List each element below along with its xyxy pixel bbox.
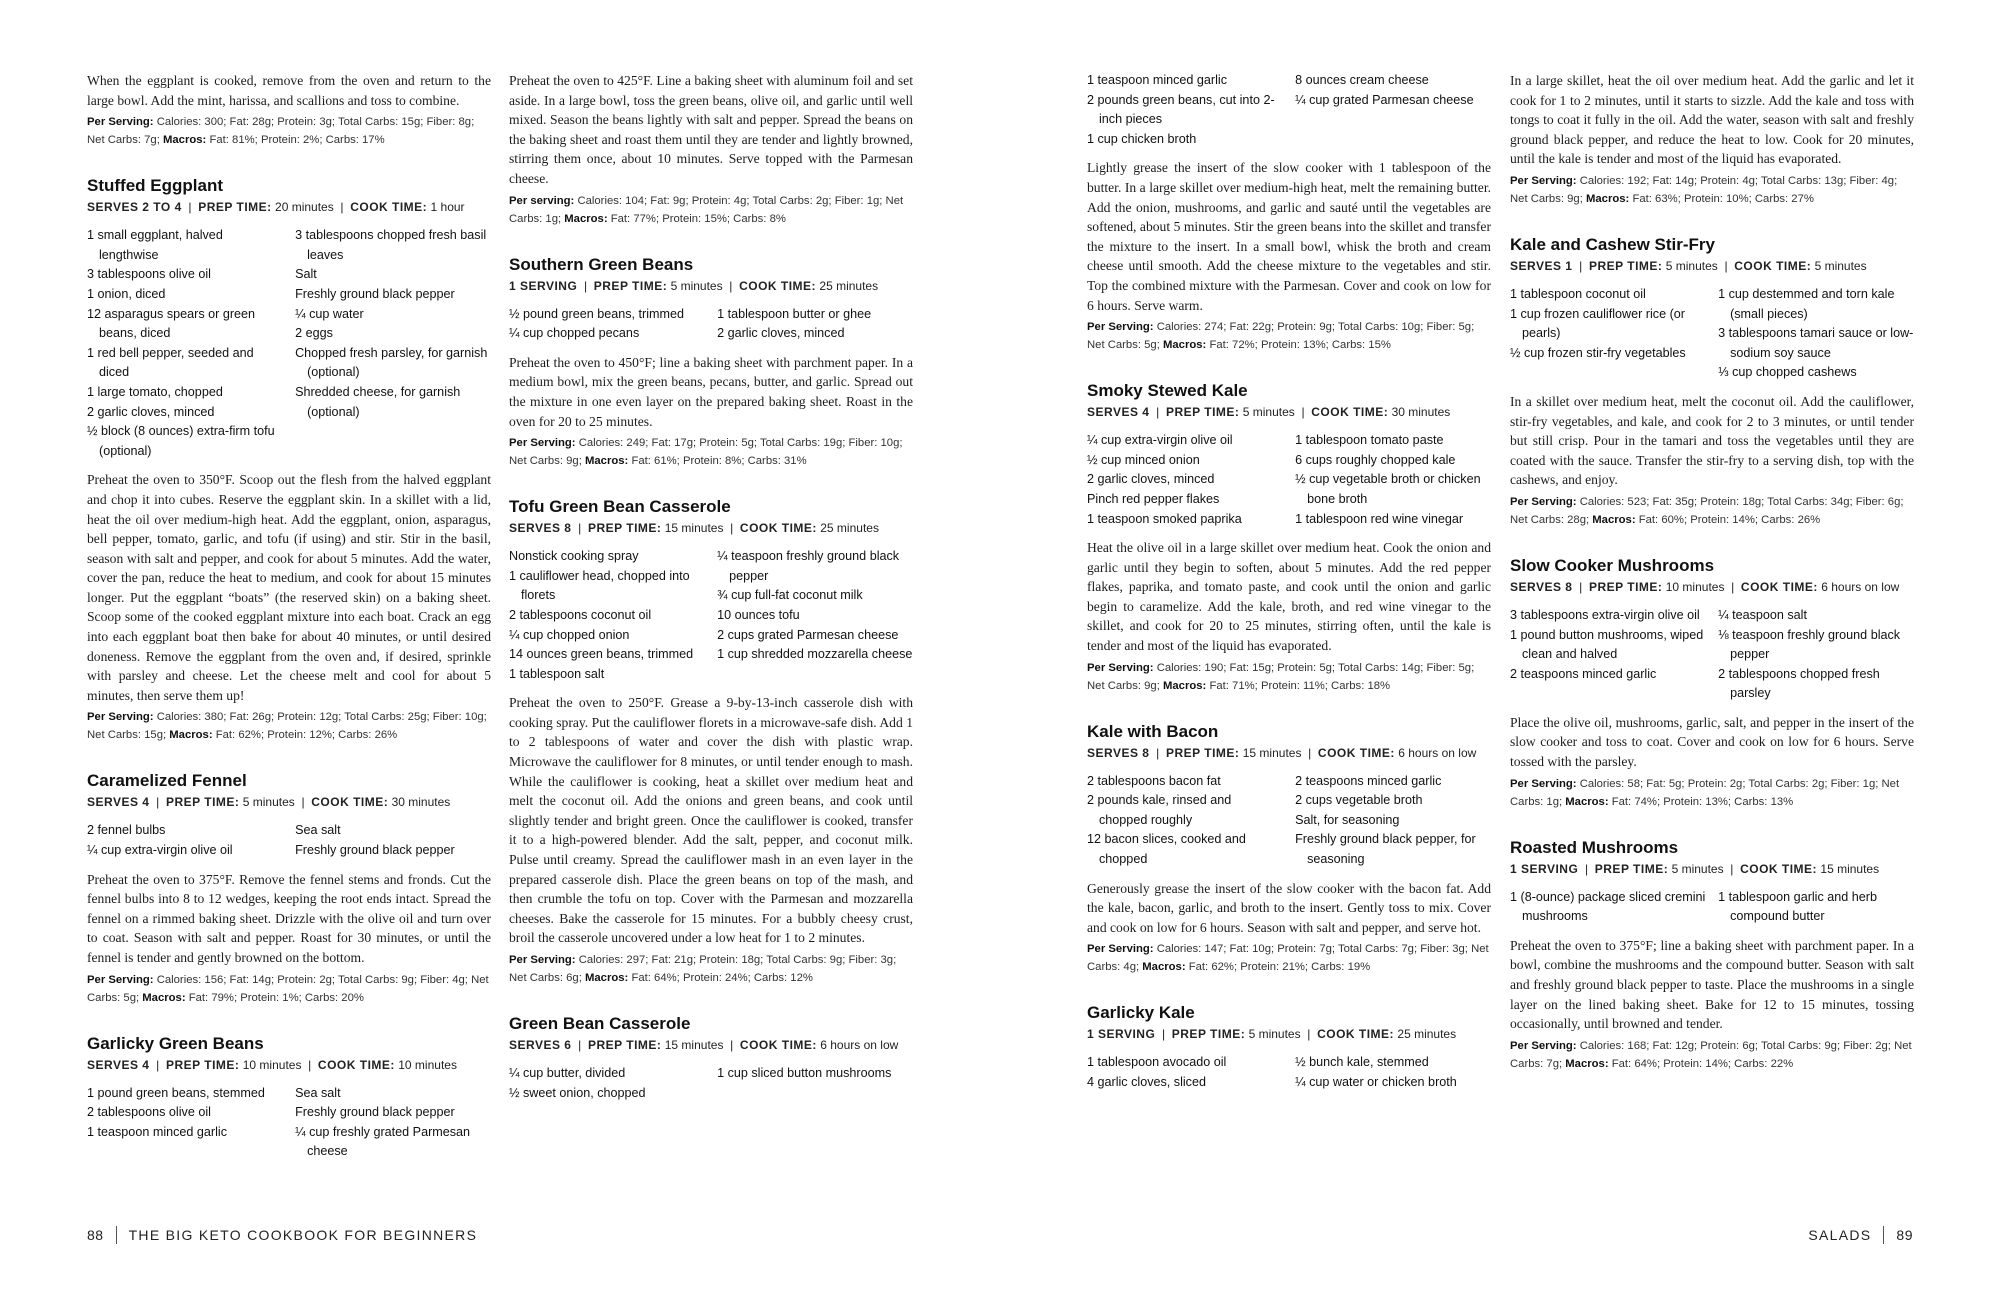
ingredients-southern-green-beans [509, 305, 913, 344]
ingredient-list [717, 1064, 913, 1103]
eggplant-salad-nutrition: Per Serving: Calories: 300; Fat: 28g; Protein: 3g; Total Carbs: 15g; Fiber: 8g; Net Carbs: 7g; Macros: Fat: 81%; Protein: 2%; Carbs: 17% [87, 116, 475, 147]
ingredient-item: 1 tablespoon avocado oil [1087, 1055, 1227, 1070]
nutrition-green-bean-casserole: Per Serving: Calories: 274; Fat: 22g; Protein: 9g; Total Carbs: 10g; Fiber: 5g; Net Carbs: 5g; Macros: Fat: 72%; Protein: 13%; Carbs: 15% [1087, 321, 1475, 352]
recipe-title-southern-green-beans: Southern Green Beans [509, 254, 694, 274]
ingredient-item: 1 large tomato, chopped [87, 384, 223, 399]
recipe-title-garlicky-green-beans: Garlicky Green Beans [87, 1033, 264, 1053]
right-page-footer [1808, 1226, 1913, 1244]
ingredient-item: 1 tablespoon garlic and herb compound butter [1718, 889, 1877, 924]
ingredient-item: 1 tablespoon salt [509, 666, 605, 681]
method-green-bean-casserole: Lightly grease the insert of the slow cooker with 1 tablespoon of the butter. In a large skillet over medium-high heat, melt the remaining butter. Add the onion, mushrooms, and garlic and sauté until the vegetables are softened, about 5 minutes. Stir the green beans into the skillet and transfer the mixture to the insert. In a small bowl, whisk the broth and cream cheese until smooth. Add the cheese mixture to the vegetables and stir. Top the combined mixture with the Parmesan. Cover and cook on low for 6 hours. Serve warm. [1087, 160, 1491, 313]
ingredient-item: ⅓ cup chopped cashews [1718, 365, 1857, 380]
ingredient-list [1087, 1053, 1283, 1092]
ingredient-item: ¼ cup extra-virgin olive oil [1087, 433, 1233, 448]
right-page [1000, 0, 2000, 1294]
ingredient-item: ¼ cup extra-virgin olive oil [87, 843, 233, 858]
recipe-meta-tofu-green-bean-casserole: SERVES 8 | PREP TIME: 15 minutes | COOK TIME: 25 minutes [509, 521, 879, 536]
ingredient-item: ¼ cup chopped onion [509, 627, 630, 642]
ingredient-list [509, 1064, 705, 1103]
ingredient-list [717, 547, 913, 684]
recipe-meta-garlicky-kale: 1 SERVING | PREP TIME: 5 minutes | COOK TIME: 25 minutes [1087, 1027, 1457, 1042]
ingredient-item: 1 small eggplant, halved lengthwise [87, 228, 223, 262]
ingredient-list [509, 547, 705, 684]
method-smoky-stewed-kale: Heat the olive oil in a large skillet over medium heat. Cook the onion and garlic until they begin to soften, about 5 minutes. Add the red pepper flakes, paprika, and tomato paste, and cook until the onion and garlic begin to caramelize. Add the kale, broth, and red wine vinegar to the skillet, and cook for 20 to 25 minutes, stirring often, until the kale is tender and most of the liquid has evaporated. [1087, 540, 1491, 654]
ingredient-item: Freshly ground black pepper [295, 1105, 455, 1120]
ingredient-item: 2 tablespoons olive oil [87, 1105, 211, 1120]
method-garlicky-green-beans: Preheat the oven to 425°F. Line a baking sheet with aluminum foil and set aside. In a large bowl, toss the green beans, olive oil, and garlic until well mixed. Season the beans lightly with salt and pepper. Spread the beans on the baking sheet and roast them until they are tender and lightly browned, stirring them once, about 10 minutes. Serve topped with the Parmesan cheese. [509, 73, 913, 186]
recipe-title-smoky-stewed-kale: Smoky Stewed Kale [1087, 381, 1248, 401]
ingredient-item: 6 cups roughly chopped kale [1295, 452, 1456, 467]
ingredient-item: Salt [295, 267, 317, 282]
ingredient-item: 1 onion, diced [87, 286, 166, 301]
ingredient-list [295, 821, 491, 860]
ingredients-green-bean-casserole [509, 1064, 913, 1103]
ingredient-list [1718, 606, 1914, 704]
ingredient-item: ¼ cup water [295, 306, 364, 321]
method-southern-green-beans: Preheat the oven to 450°F; line a baking sheet with parchment paper. In a medium bowl, mix the green beans, pecans, butter, and garlic. Spread out the mixture in one even layer on the prepared baking sheet. Roast in the oven for 20 to 25 minutes. [509, 354, 913, 429]
ingredient-item: Freshly ground black pepper [295, 286, 455, 301]
ingredients-kale-and-cashew-stir-fry [1510, 285, 1914, 383]
ingredients-slow-cooker-mushrooms [1510, 606, 1914, 704]
ingredient-item: ¼ cup chopped pecans [509, 326, 640, 341]
ingredient-item: 1 (8-ounce) package sliced cremini mushrooms [1510, 889, 1706, 924]
ingredient-item: 2 garlic cloves, minced [87, 404, 215, 419]
recipe-meta-caramelized-fennel: SERVES 4 | PREP TIME: 5 minutes | COOK TIME: 30 minutes [87, 795, 451, 810]
ingredient-list [1295, 1053, 1491, 1092]
right-page-column-1 [1087, 71, 1491, 1102]
ingredient-item: 1 tablespoon butter or ghee [717, 306, 872, 321]
ingredient-item: 1 tablespoon red wine vinegar [1295, 511, 1464, 526]
ingredient-item: 1 pound green beans, stemmed [87, 1085, 265, 1100]
ingredient-item: 2 cups vegetable broth [1295, 793, 1423, 808]
recipe-meta-slow-cooker-mushrooms: SERVES 8 | PREP TIME: 10 minutes | COOK TIME: 6 hours on low [1510, 579, 1900, 594]
recipe-title-tofu-green-bean-casserole: Tofu Green Bean Casserole [509, 497, 731, 517]
ingredient-item: 2 garlic cloves, minced [717, 326, 845, 341]
ingredient-item: Chopped fresh parsley, for garnish (optional) [295, 345, 488, 380]
ingredient-item: Salt, for seasoning [1295, 812, 1400, 827]
ingredient-item: 2 garlic cloves, minced [1087, 472, 1215, 487]
nutrition-southern-green-beans: Per Serving: Calories: 249; Fat: 17g; Protein: 5g; Total Carbs: 19g; Fiber: 10g; Net Carbs: 9g; Macros: Fat: 61%; Protein: 8%; Carbs: 31% [509, 437, 903, 468]
ingredient-item: 4 garlic cloves, sliced [1087, 1075, 1206, 1089]
ingredient-list [1087, 772, 1283, 870]
method-kale-with-bacon: Generously grease the insert of the slow cooker with the bacon fat. Add the kale, bacon, garlic, and broth to the insert. Gently toss to mix. Cover and cook on low for 6 hours. Season with salt and pepper, and serve hot. [1087, 880, 1491, 935]
right-page-column-2 [1510, 71, 1914, 1099]
ingredient-item: 1 cup shredded mozzarella cheese [717, 647, 913, 662]
ingredient-item: 12 bacon slices, cooked and chopped [1087, 832, 1246, 867]
recipe-title-slow-cooker-mushrooms: Slow Cooker Mushrooms [1510, 555, 1715, 575]
ingredient-item: 1 cup frozen cauliflower rice (or pearls) [1510, 306, 1685, 341]
ingredient-item: 2 pounds kale, rinsed and chopped roughly [1087, 793, 1232, 827]
ingredient-item: 12 asparagus spears or green beans, diced [87, 306, 256, 341]
nutrition-slow-cooker-mushrooms: Per Serving: Calories: 58; Fat: 5g; Protein: 2g; Total Carbs: 2g; Fiber: 1g; Net Carbs: 1g; Macros: Fat: 74%; Protein: 13%; Carbs: 13% [1510, 777, 1900, 808]
book-title: THE BIG KETO COOKBOOK FOR BEGINNERS [128, 1227, 478, 1243]
method-roasted-mushrooms: Preheat the oven to 375°F; line a baking sheet with parchment paper. In a bowl, combine the mushrooms and the compound butter. Season with salt and freshly ground black pepper to taste. Place the mushrooms in a single layer on the lined baking sheet. Bake for 12 to 15 minutes, tossing occasionally, until browned and tender. [1510, 937, 1914, 1032]
ingredient-item: 2 pounds green beans, cut into 2-inch pieces [1087, 92, 1275, 127]
recipe-meta-garlicky-green-beans: SERVES 4 | PREP TIME: 10 minutes | COOK TIME: 10 minutes [87, 1057, 457, 1072]
ingredient-item: Sea salt [295, 1085, 341, 1100]
ingredient-item: ½ block (8 ounces) extra-firm tofu (optional) [87, 424, 275, 458]
ingredient-item: 2 tablespoons chopped fresh parsley [1718, 666, 1880, 701]
ingredient-item: ½ pound green beans, trimmed [509, 306, 685, 321]
ingredient-list [1510, 888, 1706, 927]
recipe-meta-southern-green-beans: 1 SERVING | PREP TIME: 5 minutes | COOK TIME: 25 minutes [509, 278, 879, 293]
ingredient-item: 14 ounces green beans, trimmed [509, 647, 694, 662]
ingredient-item: Nonstick cooking spray [509, 549, 639, 564]
method-stuffed-eggplant: Preheat the oven to 350°F. Scoop out the flesh from the halved eggplant and chop it into cubes. Reserve the eggplant skin. In a skillet with a lid, heat the oil over medium-high heat. Add the eggplant, onion, asparagus, bell pepper, tomato, garlic, and tofu (if using) and stir. Stir in the basil, season with salt and pepper, and cook for about 5 minutes. Add the water, cover the pan, reduce the heat to medium, and cook for about 15 minutes longer. Put the eggplant “boats” (the reserved skin) on a baking sheet. Scoop some of the cooked eggplant mixture into each boat. Crack an egg into each eggplant boat then bake for about 40 minutes, or until desired doneness. Remove the eggplant from the oven and, if desired, sprinkle with parsley and cheese. Let the cheese melt and cool for about 5 minutes, then serve them up! [87, 472, 491, 703]
ingredient-item: 1 tablespoon coconut oil [1510, 286, 1646, 301]
nutrition-tofu-green-bean-casserole: Per Serving: Calories: 297; Fat: 21g; Protein: 18g; Total Carbs: 9g; Fiber: 3g; Net Carbs: 6g; Macros: Fat: 64%; Protein: 24%; Carbs: 12% [509, 954, 897, 984]
ingredient-item: 8 ounces cream cheese [1295, 73, 1429, 87]
ingredient-item: ⅛ teaspoon freshly ground black pepper [1718, 627, 1901, 662]
ingredient-list [295, 226, 491, 461]
ingredient-list [295, 1084, 491, 1162]
ingredient-item: 3 tablespoons tamari sauce or low-sodium soy sauce [1718, 326, 1914, 360]
nutrition-kale-with-bacon: Per Serving: Calories: 147; Fat: 10g; Protein: 7g; Total Carbs: 7g; Fiber: 3g; Net Carbs: 4g; Macros: Fat: 62%; Protein: 21%; Carbs: 19% [1087, 943, 1489, 974]
method-slow-cooker-mushrooms: Place the olive oil, mushrooms, garlic, salt, and pepper in the insert of the slow cooker and toss to coat. Cover and cook on low for 6 hours. Serve tossed with the parsley. [1510, 714, 1914, 770]
ingredient-item: ¼ cup butter, divided [509, 1066, 626, 1080]
recipe-title-green-bean-casserole: Green Bean Casserole [509, 1014, 691, 1033]
ingredient-item: ¼ cup grated Parmesan cheese [1295, 92, 1474, 107]
ingredient-item: 1 cup chicken broth [1087, 131, 1197, 146]
left-page-footer [87, 1226, 477, 1244]
recipe-title-caramelized-fennel: Caramelized Fennel [87, 771, 247, 791]
recipe-title-roasted-mushrooms: Roasted Mushrooms [1510, 837, 1679, 857]
ingredient-item: 2 tablespoons coconut oil [509, 607, 652, 622]
ingredient-item: ¼ cup freshly grated Parmesan cheese [295, 1124, 471, 1159]
ingredient-item: ½ cup minced onion [1087, 452, 1200, 467]
ingredient-item: Freshly ground black pepper [295, 843, 455, 858]
nutrition-stuffed-eggplant: Per Serving: Calories: 380; Fat: 26g; Protein: 12g; Total Carbs: 25g; Fiber: 10g; Net Carbs: 15g; Macros: Fat: 62%; Protein: 12%; Carbs: 26% [87, 711, 487, 742]
ingredient-item: 2 teaspoons minced garlic [1510, 666, 1657, 681]
recipe-title-kale-with-bacon: Kale with Bacon [1087, 721, 1219, 741]
nutrition-smoky-stewed-kale: Per Serving: Calories: 190; Fat: 15g; Protein: 5g; Total Carbs: 14g; Fiber: 5g; Net Carbs: 9g; Macros: Fat: 71%; Protein: 11%; Carbs: 18% [1087, 661, 1475, 692]
recipe-title-kale-and-cashew-stir-fry: Kale and Cashew Stir-Fry [1510, 234, 1716, 254]
ingredient-item: Shredded cheese, for garnish (optional) [295, 384, 461, 419]
ingredient-list [1295, 772, 1491, 870]
ingredient-list [1510, 606, 1706, 704]
section-title: SALADS [1808, 1227, 1872, 1243]
ingredient-item: 1 pound button mushrooms, wiped clean and halved [1510, 627, 1704, 662]
ingredient-item: Sea salt [295, 823, 341, 838]
ingredient-list [87, 226, 283, 461]
ingredient-item: 1 teaspoon minced garlic [1087, 73, 1228, 87]
footer-divider [1883, 1226, 1884, 1244]
ingredient-list [87, 821, 283, 860]
ingredient-item: Pinch red pepper flakes [1087, 491, 1220, 506]
ingredient-item: 2 cups grated Parmesan cheese [717, 627, 899, 642]
ingredient-item: ¾ cup full-fat coconut milk [717, 588, 863, 603]
ingredient-item: 1 cauliflower head, chopped into florets [509, 568, 690, 603]
method-tofu-green-bean-casserole: Preheat the oven to 250°F. Grease a 9-by-13-inch casserole dish with cooking spray. Put the cauliflower florets in a microwave-safe dish. Add 1 to 2 tablespoons of water and cover the dish with plastic wrap. Microwave the cauliflower for 8 minutes, or until tender enough to mash. While the cauliflower is cooking, heat a skillet over medium heat and melt the coconut oil. Add the onions and green beans, and cook until slightly tender and bright green. Once the cauliflower is cooked, transfer it to a high-powered blender. Add the salt, pepper, and coconut milk. Pulse until creamy. Spread the cauliflower mash in an even layer in the prepared casserole dish. Place the green beans on top of the mash, and then crumble the tofu on top. Cover with the Parmesan and mozzarella cheeses. Bake the casserole for 15 minutes. For a bubbly cheesy crust, broil the casserole uncovered under a low heat for 1 to 2 minutes. [509, 695, 913, 946]
ingredients-green-bean-casserole-continued [1087, 71, 1491, 149]
ingredient-list [87, 1084, 283, 1162]
ingredient-item: 2 fennel bulbs [87, 823, 166, 838]
page-number-right: 89 [1896, 1227, 1913, 1243]
recipe-meta-stuffed-eggplant: SERVES 2 TO 4 | PREP TIME: 20 minutes | COOK TIME: 1 hour [87, 200, 465, 215]
ingredient-item: 1 teaspoon smoked paprika [1087, 511, 1242, 526]
method-kale-and-cashew-stir-fry: In a skillet over medium heat, melt the coconut oil. Add the cauliflower, stir-fry vegetables, and kale, and cook for 2 to 3 minutes, or until tender but still crisp. Pour in the tamari and toss the vegetables until they are coated with the sauce. Transfer the stir-fry to a serving dish, top with the cashews, and enjoy. [1510, 393, 1914, 488]
recipe-title-stuffed-eggplant: Stuffed Eggplant [87, 176, 223, 196]
ingredient-item: ½ bunch kale, stemmed [1295, 1055, 1429, 1070]
ingredient-item: Freshly ground black pepper, for seasoning [1295, 832, 1476, 867]
ingredient-item: ¼ cup water or chicken broth [1295, 1075, 1457, 1089]
ingredients-smoky-stewed-kale [1087, 431, 1491, 529]
ingredient-item: ½ cup vegetable broth or chicken bone broth [1295, 472, 1481, 506]
ingredient-item: 1 red bell pepper, seeded and diced [87, 345, 254, 380]
ingredient-item: ¼ teaspoon salt [1718, 607, 1807, 622]
left-page-column-1 [87, 71, 491, 1171]
ingredients-tofu-green-bean-casserole [509, 547, 913, 684]
ingredients-kale-with-bacon [1087, 772, 1491, 870]
recipe-meta-kale-with-bacon: SERVES 8 | PREP TIME: 15 minutes | COOK TIME: 6 hours on low [1087, 745, 1477, 760]
ingredient-item: 1 teaspoon minced garlic [87, 1124, 228, 1139]
ingredient-item: 1 cup destemmed and torn kale (small pieces) [1718, 286, 1895, 321]
ingredients-caramelized-fennel [87, 821, 491, 860]
ingredient-item: 3 tablespoons olive oil [87, 267, 211, 282]
ingredient-item: 1 cup sliced button mushrooms [717, 1066, 892, 1080]
ingredient-list [1087, 71, 1283, 149]
eggplant-salad-method: When the eggplant is cooked, remove from the oven and return to the large bowl. Add the mint, harissa, and scallions and toss to combine. [87, 73, 491, 108]
nutrition-garlicky-kale: Per Serving: Calories: 192; Fat: 14g; Protein: 4g; Total Carbs: 13g; Fiber: 4g; Net Carbs: 9g; Macros: Fat: 63%; Protein: 10%; Carbs: 27% [1510, 174, 1898, 205]
ingredient-list [717, 305, 913, 344]
ingredients-garlicky-kale [1087, 1053, 1491, 1092]
ingredient-item: 10 ounces tofu [717, 607, 800, 622]
left-page-column-2 [509, 71, 913, 1112]
ingredient-list [1295, 431, 1491, 529]
recipe-meta-kale-and-cashew-stir-fry: SERVES 1 | PREP TIME: 5 minutes | COOK TIME: 5 minutes [1510, 258, 1867, 273]
ingredients-garlicky-green-beans [87, 1084, 491, 1162]
nutrition-garlicky-green-beans: Per serving: Calories: 104; Fat: 9g; Protein: 4g; Total Carbs: 2g; Fiber: 1g; Net Carbs: 1g; Macros: Fat: 77%; Protein: 15%; Carbs: 8% [509, 194, 904, 225]
ingredient-list [1295, 71, 1491, 149]
recipe-meta-smoky-stewed-kale: SERVES 4 | PREP TIME: 5 minutes | COOK TIME: 30 minutes [1087, 405, 1451, 420]
ingredient-item: 1 tablespoon tomato paste [1295, 433, 1444, 448]
nutrition-caramelized-fennel: Per Serving: Calories: 156; Fat: 14g; Protein: 2g; Total Carbs: 9g; Fiber: 4g; Net Carbs: 5g; Macros: Fat: 79%; Protein: 1%; Carbs: 20% [87, 973, 489, 1004]
recipe-meta-roasted-mushrooms: 1 SERVING | PREP TIME: 5 minutes | COOK TIME: 15 minutes [1510, 861, 1880, 876]
ingredient-item: ½ cup frozen stir-fry vegetables [1510, 345, 1686, 360]
ingredient-list [1510, 285, 1706, 383]
ingredient-list [1087, 431, 1283, 529]
ingredient-list [1718, 888, 1914, 927]
ingredient-list [1718, 285, 1914, 383]
recipe-meta-green-bean-casserole: SERVES 6 | PREP TIME: 15 minutes | COOK TIME: 6 hours on low [509, 1038, 899, 1052]
ingredient-item: 3 tablespoons chopped fresh basil leaves [295, 228, 487, 262]
method-garlicky-kale: In a large skillet, heat the oil over medium heat. Add the garlic and let it cook for 1 to 2 minutes, until it starts to sizzle. Add the kale and toss with tongs to coat it fully in the oil. Add the water, season with salt and freshly ground black pepper, and reduce the heat to low. Cook for 20 minutes, until the kale is tender and most of the liquid has evaporated. [1510, 73, 1914, 167]
ingredient-item: ½ sweet onion, chopped [509, 1085, 646, 1100]
footer-divider [116, 1226, 117, 1244]
ingredient-item: 3 tablespoons extra-virgin olive oil [1510, 607, 1700, 622]
nutrition-roasted-mushrooms: Per Serving: Calories: 168; Fat: 12g; Protein: 6g; Total Carbs: 9g; Fiber: 2g; Net Carbs: 7g; Macros: Fat: 64%; Protein: 14%; Carbs: 22% [1510, 1039, 1912, 1070]
recipe-title-garlicky-kale: Garlicky Kale [1087, 1003, 1195, 1023]
ingredient-item: ¼ teaspoon freshly ground black pepper [717, 549, 900, 583]
nutrition-kale-and-cashew-stir-fry: Per Serving: Calories: 523; Fat: 35g; Protein: 18g; Total Carbs: 34g; Fiber: 6g; Net Carbs: 28g; Macros: Fat: 60%; Protein: 14%; Carbs: 26% [1510, 495, 1904, 526]
ingredients-stuffed-eggplant [87, 226, 491, 461]
ingredient-item: 2 eggs [295, 326, 333, 341]
page-number-left: 88 [87, 1227, 104, 1243]
ingredient-list [509, 305, 705, 344]
ingredients-roasted-mushrooms [1510, 888, 1914, 927]
ingredient-item: 2 tablespoons bacon fat [1087, 773, 1221, 788]
ingredient-item: 2 teaspoons minced garlic [1295, 773, 1442, 788]
method-caramelized-fennel: Preheat the oven to 375°F. Remove the fennel stems and fronds. Cut the fennel bulbs into 8 to 12 wedges, keeping the root ends intact. Spread the fennel on a rimmed baking sheet. Drizzle with the olive oil and turn over to coat. Season with salt and pepper. Roast for 30 minutes, or until the fennel is tender and gently browned on the bottom. [87, 871, 491, 965]
